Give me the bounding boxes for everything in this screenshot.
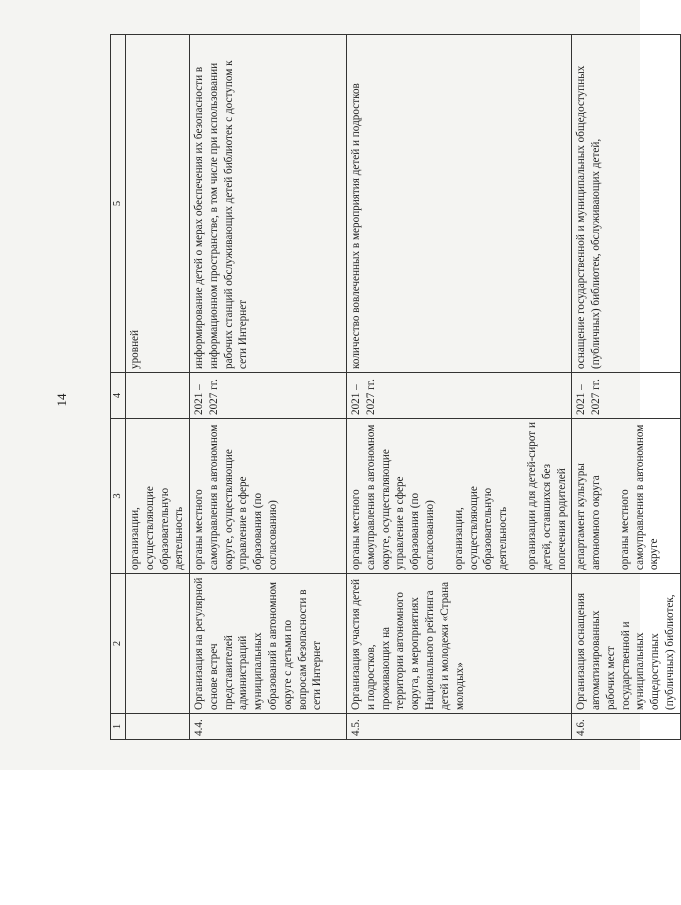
activities-table [110,34,681,740]
result-cell: количество вовлеченных в мероприятия детей и подростков [347,35,572,373]
activity-name [126,574,190,714]
executor-text: организации, осуществляющие образовательную деятельность [129,486,186,570]
result-cell: уровней [126,35,190,373]
result-cell: оснащение государственной и муниципальных общедоступных (публичных) библиотек, обслуживающих детей, [572,35,680,373]
header-row [111,35,126,740]
period-cell [126,373,190,419]
executor-text: организации, осуществляющие образовательную деятельность [452,486,510,570]
table-row [347,35,572,740]
executors-cell [126,419,190,574]
column-header-4: 4 [111,373,126,419]
executors-cell [347,419,572,574]
activity-name: Организация участия детей и подростков, проживающих на территории автономного округа, в мероприятиях Национального рейтинга детей и молодежи «Страна молодых» [347,574,572,714]
period-cell: 2021 – 2027 гг. [572,373,680,419]
column-header-2: 2 [111,574,126,714]
column-header-1: 1 [111,714,126,740]
page-bottom-margin [0,770,640,905]
table-row [126,35,190,740]
row-number [126,714,190,740]
result-cell: информирование детей о мерах обеспечения их безопасности в информационном пространстве, в том числе при использовании рабочих станций обслуживающих детей библиотек с доступом к сети Интернет [190,35,347,373]
column-header-5: 5 [111,35,126,373]
executor-text: органы местного самоуправления в автономном округе [618,424,661,570]
rotated-content [40,30,676,770]
period-cell: 2021 – 2027 гг. [347,373,572,419]
row-number: 4.4. [190,714,347,740]
executors-cell [190,419,347,574]
table-row [190,35,347,740]
row-number: 4.5. [347,714,572,740]
executors-cell [572,419,680,574]
activity-name: Организация оснащения автоматизированных рабочих мест государственной и муниципальных общедоступных (публичных) библиотек, [572,574,680,714]
executor-text: департамент культуры автономного округа [575,463,603,570]
table-row [572,35,680,740]
activity-name: Организация на регулярной основе встреч представителей администраций муниципальных образований в автономном округе с детьми по вопросам безопасности в сети Интернет [190,574,347,714]
executor-text: органы местного самоуправления в автономном округе, осуществляющие управление в сфере образования (по согласованию) [193,424,280,570]
executor-text: органы местного самоуправления в автономном округе, осуществляющие управление в сфере образования (по согласованию) [350,424,437,570]
row-number: 4.6. [572,714,680,740]
period-cell: 2021 – 2027 гг. [190,373,347,419]
page-number: 14 [54,393,69,407]
executor-text: организации для детей-сирот и детей, оставшихся без попечения родителей [525,422,568,570]
column-header-3: 3 [111,419,126,574]
